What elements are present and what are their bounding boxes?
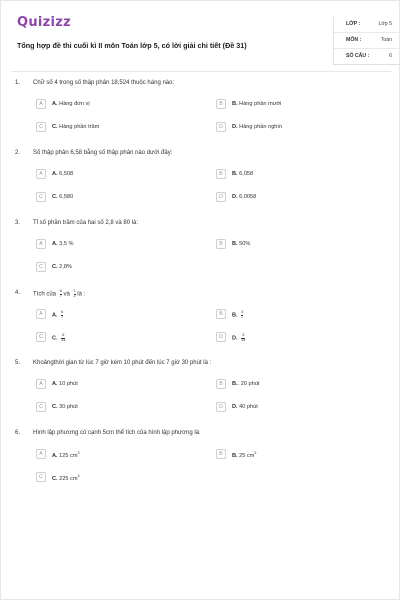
question-number: 2. bbox=[15, 150, 21, 156]
option-text: Hàng đơn vị bbox=[59, 101, 90, 107]
fraction bbox=[61, 311, 63, 319]
fraction bbox=[74, 290, 76, 298]
option-text: Hàng phần nghìn bbox=[239, 124, 283, 130]
option-prefix: A. bbox=[52, 312, 58, 319]
option-a[interactable] bbox=[36, 449, 186, 463]
option-prefix: C. bbox=[52, 124, 58, 130]
fraction bbox=[241, 311, 243, 319]
question-number: 6. bbox=[15, 430, 21, 436]
denominator: 7 bbox=[61, 314, 64, 319]
option-text: 3,5 % bbox=[59, 241, 74, 247]
option-prefix: C. bbox=[52, 404, 58, 410]
option-prefix: B. bbox=[232, 171, 238, 177]
meta-key: LỚP : bbox=[346, 21, 361, 27]
option-b[interactable] bbox=[216, 99, 366, 113]
option-text: Hàng phần mười bbox=[239, 101, 282, 107]
question-number: 1. bbox=[15, 80, 21, 86]
meta-table bbox=[333, 17, 400, 65]
option-b[interactable] bbox=[216, 309, 366, 323]
quizizz-logo: Quizizz bbox=[17, 15, 72, 30]
meta-value: 6 bbox=[389, 53, 392, 59]
header-divider bbox=[11, 71, 391, 72]
denominator: 7 bbox=[59, 293, 62, 298]
question-text: Tỉ số phần trăm của hai số 2,8 và 80 là: bbox=[33, 220, 139, 226]
option-letter-box: A bbox=[36, 169, 46, 179]
option-letter-box: A bbox=[36, 379, 46, 389]
option-a[interactable] bbox=[36, 379, 186, 393]
option-a[interactable] bbox=[36, 169, 186, 183]
option-c[interactable] bbox=[36, 402, 186, 416]
denominator: 2 bbox=[73, 293, 76, 298]
question-text: Hình lập phương có cạnh 5cm thể tích của hình lập phương là: bbox=[33, 430, 201, 436]
option-letter-box: C bbox=[36, 472, 46, 482]
option-text: 6,580 bbox=[59, 194, 74, 200]
option-prefix: D. bbox=[232, 335, 238, 342]
option-superscript: 3 bbox=[254, 451, 257, 455]
question-text-mid: và bbox=[63, 291, 70, 298]
option-c[interactable] bbox=[36, 122, 186, 136]
option-text: 6,508 bbox=[59, 171, 74, 177]
option-prefix: D. bbox=[232, 194, 238, 200]
option-c[interactable] bbox=[36, 332, 186, 346]
option-text: 6,0058 bbox=[239, 194, 257, 200]
option-letter-box: B bbox=[216, 99, 226, 109]
option-a[interactable] bbox=[36, 239, 186, 253]
worksheet-header bbox=[11, 11, 391, 67]
option-letter-box: A bbox=[36, 99, 46, 109]
option-text: 225 cm bbox=[59, 475, 78, 482]
option-text: 30 phút bbox=[59, 404, 78, 410]
option-prefix: C. bbox=[52, 475, 58, 482]
option-d[interactable] bbox=[216, 402, 366, 416]
option-letter-box: D bbox=[216, 192, 226, 202]
option-prefix: C. bbox=[52, 335, 58, 342]
fraction bbox=[60, 290, 62, 298]
question-number: 3. bbox=[15, 220, 21, 226]
page-title: Tổng hợp đề thi cuối kì II môn Toán lớp 5, có lời giải chi tiết (Đề 31) bbox=[17, 41, 247, 50]
meta-row-subject bbox=[334, 33, 400, 49]
option-prefix: A. bbox=[52, 381, 58, 387]
option-prefix: B. bbox=[232, 452, 238, 459]
option-letter-box: B bbox=[216, 239, 226, 249]
option-text: . 20 phút bbox=[237, 381, 260, 387]
numerator: 3 bbox=[241, 310, 244, 314]
option-letter-box: B bbox=[216, 449, 226, 459]
option-letter-box: C bbox=[36, 122, 46, 132]
meta-value: Lớp 5 bbox=[378, 21, 392, 27]
option-b[interactable] bbox=[216, 379, 366, 393]
option-text: 6,058 bbox=[239, 171, 254, 177]
option-letter-box: C bbox=[36, 262, 46, 272]
fraction bbox=[61, 334, 65, 342]
meta-key: SỐ CÂU : bbox=[346, 53, 370, 59]
option-text: 25 cm bbox=[239, 452, 255, 459]
denominator: 14 bbox=[61, 337, 66, 342]
option-c[interactable] bbox=[36, 472, 186, 486]
option-letter-box: B bbox=[216, 379, 226, 389]
numerator: 1 bbox=[73, 289, 76, 293]
option-prefix: A. bbox=[52, 171, 58, 177]
option-letter-box: C bbox=[36, 192, 46, 202]
meta-value: Toán bbox=[380, 37, 392, 43]
option-d[interactable] bbox=[216, 122, 366, 136]
option-b[interactable] bbox=[216, 169, 366, 183]
option-letter-box: D bbox=[216, 122, 226, 132]
option-b[interactable] bbox=[216, 449, 366, 463]
option-letter-box: B bbox=[216, 309, 226, 319]
option-c[interactable] bbox=[36, 192, 186, 206]
question-text bbox=[33, 290, 373, 298]
option-prefix: B. bbox=[232, 101, 238, 107]
option-letter-box: D bbox=[216, 402, 226, 412]
option-text: Hàng phần trăm bbox=[59, 124, 100, 130]
numerator: 6 bbox=[61, 310, 64, 314]
option-prefix: A. bbox=[52, 452, 58, 459]
option-letter-box: C bbox=[36, 402, 46, 412]
fraction bbox=[241, 334, 245, 342]
option-text: 50% bbox=[239, 241, 251, 247]
option-text: 10 phút bbox=[59, 381, 78, 387]
question-text: Chữ số 4 trong số thập phân 18,524 thuộc hàng nào: bbox=[33, 80, 175, 86]
option-text: 2,8% bbox=[59, 264, 72, 270]
option-letter-box: A bbox=[36, 239, 46, 249]
question-text-end: là : bbox=[77, 291, 86, 298]
option-b[interactable] bbox=[216, 239, 366, 253]
meta-row-question-count bbox=[334, 49, 400, 65]
option-text: 125 cm bbox=[59, 452, 78, 459]
option-letter-box: C bbox=[36, 332, 46, 342]
option-superscript: 3 bbox=[77, 474, 80, 478]
option-a[interactable] bbox=[36, 99, 186, 113]
option-a[interactable] bbox=[36, 309, 186, 323]
question-text: Số thập phân 6,58 bằng số thập phân nào dưới đây: bbox=[33, 150, 173, 156]
option-letter-box: B bbox=[216, 169, 226, 179]
question-text: Khoảngthời gian từ lúc 7 giờ kém 10 phút đến lúc 7 giờ 30 phút là : bbox=[33, 360, 212, 366]
option-prefix: A. bbox=[52, 241, 58, 247]
option-prefix: B. bbox=[232, 241, 238, 247]
question-number: 4. bbox=[15, 290, 21, 296]
option-letter-box: A bbox=[36, 449, 46, 459]
numerator: 3 bbox=[242, 333, 245, 337]
meta-key: MÔN : bbox=[346, 37, 362, 43]
option-superscript: 3 bbox=[77, 451, 80, 455]
denominator: 7 bbox=[241, 314, 244, 319]
option-letter-box: A bbox=[36, 309, 46, 319]
option-prefix: A. bbox=[52, 101, 58, 107]
option-d[interactable] bbox=[216, 332, 366, 346]
question-number: 5. bbox=[15, 360, 21, 366]
option-prefix: C. bbox=[52, 194, 58, 200]
option-prefix: C. bbox=[52, 264, 58, 270]
option-prefix: B. bbox=[232, 381, 238, 387]
question-text-start: Tích của bbox=[33, 291, 57, 298]
option-d[interactable] bbox=[216, 192, 366, 206]
option-c[interactable] bbox=[36, 262, 186, 276]
option-text: 40 phút bbox=[239, 404, 258, 410]
denominator: 14 bbox=[241, 337, 246, 342]
numerator: 6 bbox=[59, 289, 62, 293]
numerator: 6 bbox=[62, 333, 65, 337]
option-prefix: D. bbox=[232, 124, 238, 130]
option-prefix: D. bbox=[232, 404, 238, 410]
meta-row-class bbox=[334, 17, 400, 33]
option-letter-box: D bbox=[216, 332, 226, 342]
option-prefix: B. bbox=[232, 312, 238, 319]
